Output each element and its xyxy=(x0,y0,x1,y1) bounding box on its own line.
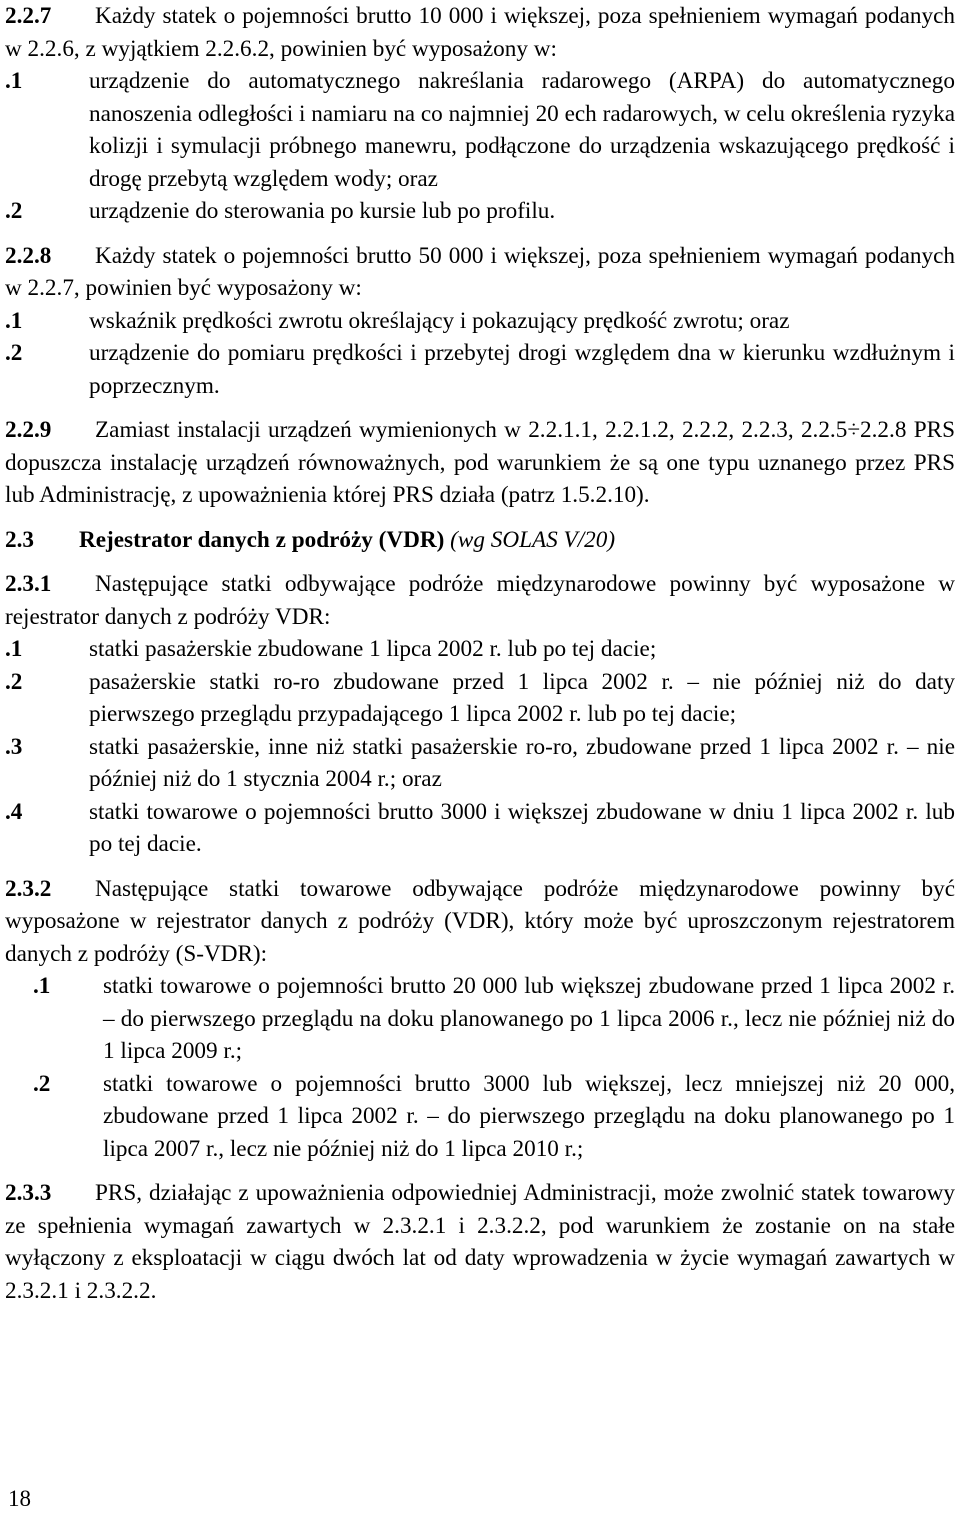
spacer xyxy=(5,402,955,414)
list-item xyxy=(5,666,955,731)
item-text: statki towarowe o pojemności brutto 20 000 lub większej zbudowane przed 1 lipca 2002 r. – do pierwszego przeglądu na doku planowanego po 1 lipca 2006 r., lecz nie później niż do 1 lipca 2009 r.; xyxy=(103,973,955,1064)
paragraph-2-3-3 xyxy=(5,1177,955,1307)
item-text: statki towarowe o pojemności brutto 3000 lub większej, lecz mniejszej niż 20 000, zbudowane przed 1 lipca 2002 r. – do pierwszego przeglądu na doku planowanego po 1 lipca 2007 r., lecz nie później niż do 1 lipca 2010 r.; xyxy=(103,1070,955,1162)
paragraph-text: Zamiast instalacji urządzeń wymienionych w 2.2.1.1, 2.2.1.2, 2.2.2, 2.2.3, 2.2.5÷2.2.8 PRS dopuszcza instalację urządzeń równoważnych, pod warunkiem że są one typu uznanego przez PRS lub Administrację, z upoważnienia której PRS działa (patrz 1.5.2.10). xyxy=(5,417,955,508)
paragraph-text: Następujące statki odbywające podróże międzynarodowe powinny być wyposażone w rejestrator danych z podróży VDR: xyxy=(5,571,955,630)
item-text: statki pasażerskie zbudowane 1 lipca 2002 r. lub po tej dacie; xyxy=(89,636,657,662)
section-title: Rejestrator danych z podróży (VDR) xyxy=(79,526,445,553)
list-item xyxy=(5,65,955,195)
list-item xyxy=(5,633,955,666)
list-item xyxy=(5,337,955,402)
list-item xyxy=(5,796,955,861)
page-number: 18 xyxy=(8,1486,31,1511)
item-text: statki pasażerskie, inne niż statki pasażerskie ro-ro, zbudowane przed 1 lipca 2002 r. – nie później niż do 1 stycznia 2004 r.; oraz xyxy=(89,733,955,792)
item-marker: .3 xyxy=(5,733,23,760)
paragraph-text: PRS, działając z upoważnienia odpowiedniej Administracji, może zwolnić statek towarowy ze spełnienia wymagań zawartych w 2.3.2.1 i 2.3.2.2, pod warunkiem że zostanie on na stałe wyłączony z eksploatacji w ciągu dwóch lat od daty wprowadzenia w życie wymagań zawartych w 2.3.2.1 i 2.3.2.2. xyxy=(5,1180,955,1304)
spacer xyxy=(5,556,955,568)
item-text: pasażerskie statki ro-ro zbudowane przed 1 lipca 2002 r. – nie później niż do daty pierwszego przeglądu przypadającego 1 lipca 2002 r. lub po tej dacie; xyxy=(89,668,955,727)
paragraph-number: 2.2.8 xyxy=(5,242,52,269)
item-text: urządzenie do pomiaru prędkości i przebytej drogi względem dna w kierunku wzdłużnym i poprzecznym. xyxy=(89,340,955,399)
section-reference: (wg SOLAS V/20) xyxy=(450,526,616,553)
paragraph-number: 2.3.2 xyxy=(5,875,52,902)
list-item xyxy=(5,1068,955,1166)
paragraph-2-2-9 xyxy=(5,414,955,512)
paragraph-2-3-1 xyxy=(5,568,955,633)
spacer xyxy=(5,861,955,873)
section-number: 2.3 xyxy=(5,526,34,553)
list-item xyxy=(5,305,955,338)
paragraph-text: Każdy statek o pojemności brutto 10 000 i większej, poza spełnieniem wymagań podanych w 2.2.6, z wyjątkiem 2.2.6.2, powinien być wyposażony w: xyxy=(5,3,955,62)
item-marker: .4 xyxy=(5,798,23,825)
item-marker: .2 xyxy=(33,1070,51,1097)
list-item xyxy=(5,731,955,796)
paragraph-number: 2.3.3 xyxy=(5,1180,52,1206)
spacer xyxy=(5,228,955,240)
item-marker: .2 xyxy=(5,668,23,695)
paragraph-2-3-2 xyxy=(5,873,955,971)
item-text: statki towarowe o pojemności brutto 3000 i większej zbudowane w dniu 1 lipca 2002 r. lub po tej dacie. xyxy=(89,798,955,857)
item-marker: .1 xyxy=(5,68,23,94)
item-marker: .2 xyxy=(5,198,23,224)
item-text: urządzenie do automatycznego nakreślania radarowego (ARPA) do automatycznego nanoszenia odległości i namiaru na co najmniej 20 ech radarowych, w celu określenia ryzyka kolizji i symulacji próbnego manewru, podłączone do urządzenia wskazującego prędkość i drogę przebytą względem wody; oraz xyxy=(89,68,955,192)
list-item xyxy=(5,195,955,228)
item-text: wskaźnik prędkości zwrotu określający i pokazujący prędkość zwrotu; oraz xyxy=(89,307,790,334)
paragraph-text: Następujące statki towarowe odbywające podróże międzynarodowe powinny być wyposażone w rejestrator danych z podróży (VDR), który może być uproszczonym rejestratorem danych z podróży (S-VDR): xyxy=(5,875,955,967)
paragraph-number: 2.3.1 xyxy=(5,571,52,597)
list-item xyxy=(5,970,955,1068)
document-page xyxy=(5,0,955,1307)
spacer xyxy=(5,512,955,524)
paragraph-number: 2.2.7 xyxy=(5,3,52,29)
spacer xyxy=(5,1165,955,1177)
paragraph-2-2-7 xyxy=(5,0,955,65)
section-heading-2-3 xyxy=(5,524,955,557)
paragraph-2-2-8 xyxy=(5,240,955,305)
item-marker: .2 xyxy=(5,340,23,366)
item-marker: .1 xyxy=(33,973,51,999)
paragraph-text: Każdy statek o pojemności brutto 50 000 i większej, poza spełnieniem wymagań podanych w 2.2.7, powinien być wyposażony w: xyxy=(5,242,955,301)
item-text: urządzenie do sterowania po kursie lub po profilu. xyxy=(89,198,556,224)
item-marker: .1 xyxy=(5,307,23,334)
item-marker: .1 xyxy=(5,636,23,662)
paragraph-number: 2.2.9 xyxy=(5,417,52,443)
